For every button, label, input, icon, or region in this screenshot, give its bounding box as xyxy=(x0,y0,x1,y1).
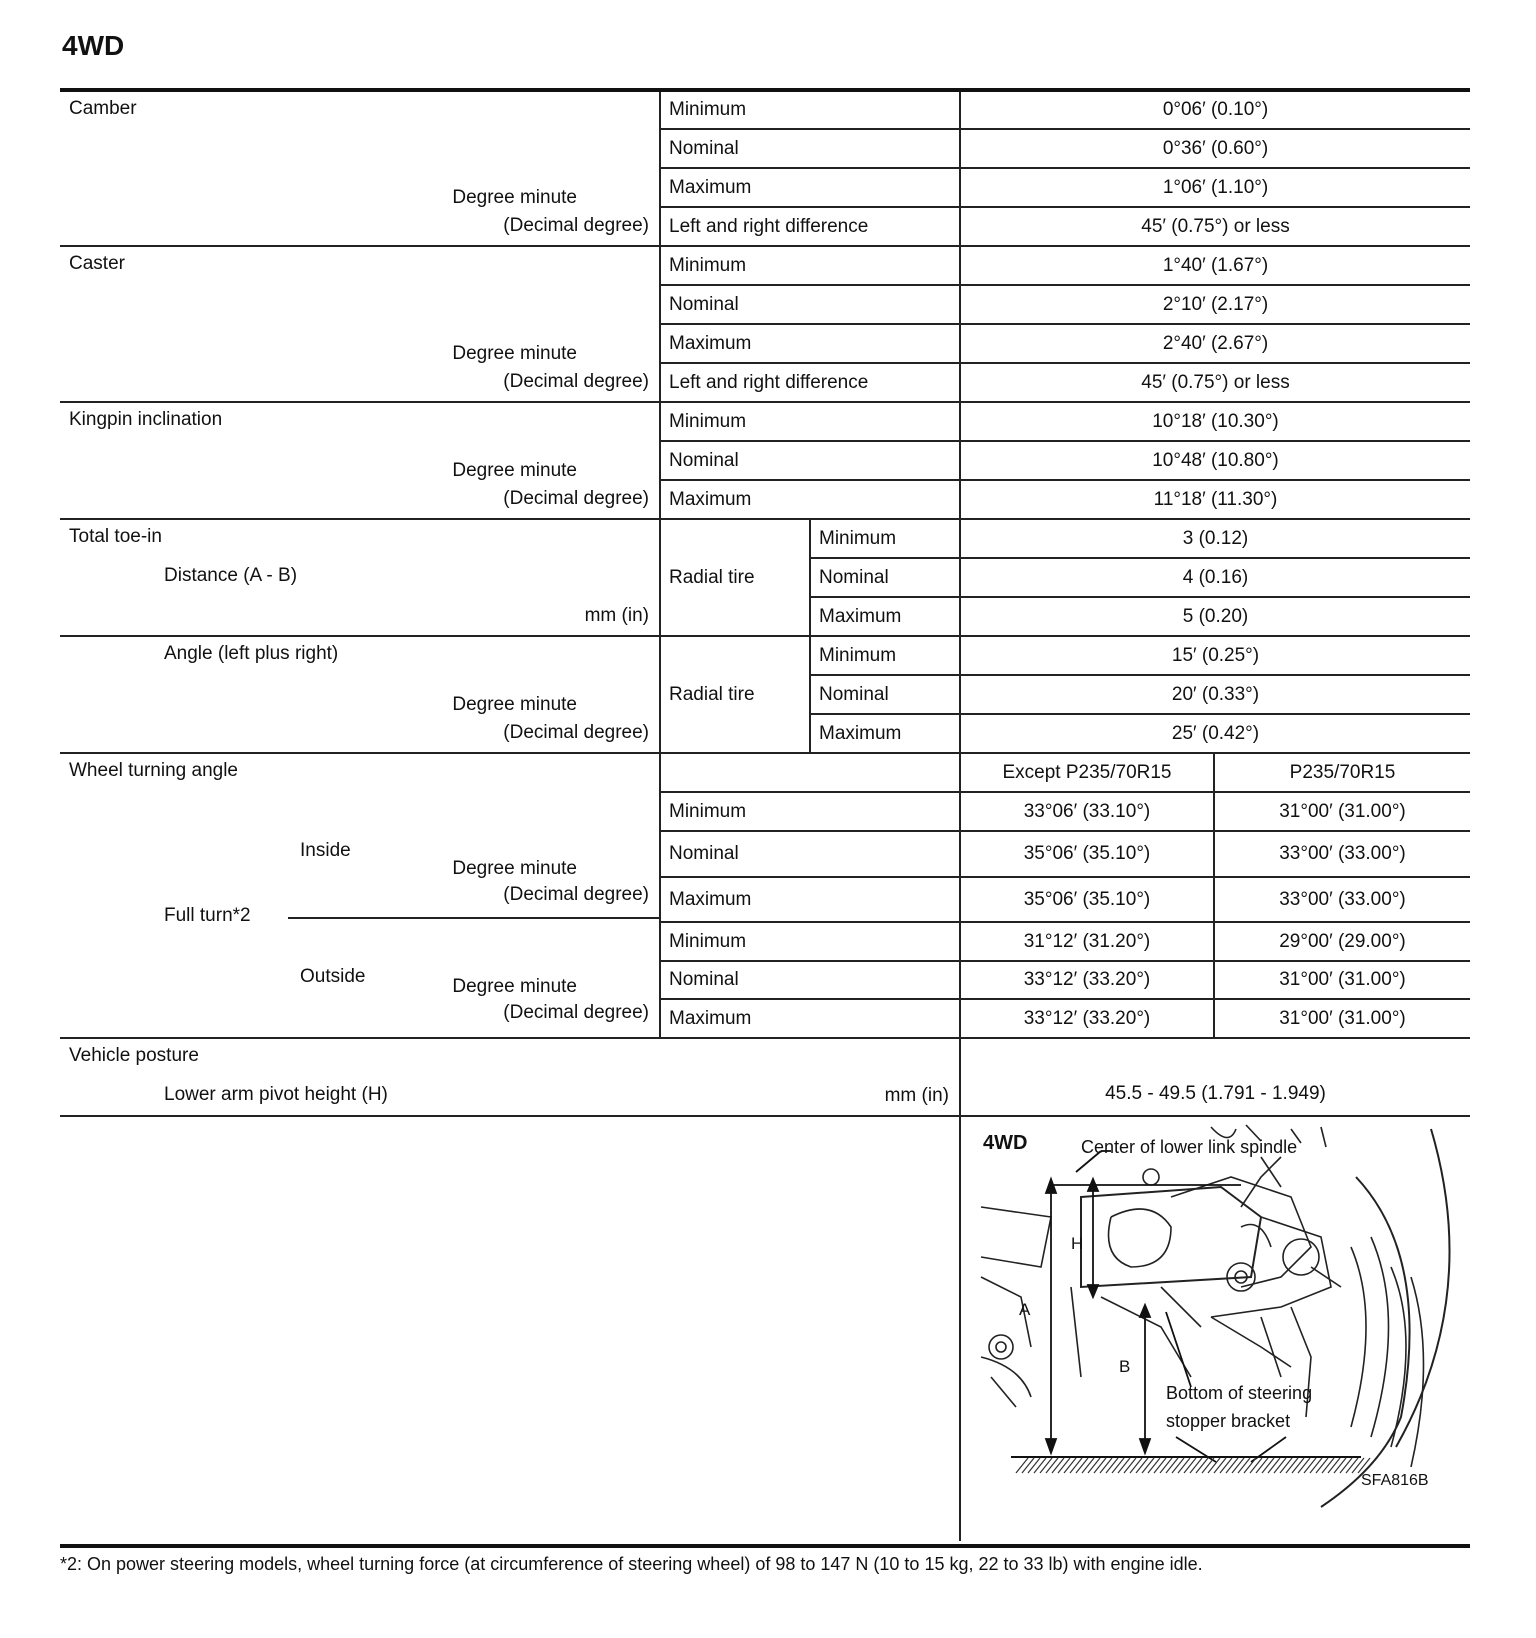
kingpin-label-cell xyxy=(60,402,660,519)
row-name: Minimum xyxy=(660,922,960,961)
row-value: 0°36′ (0.60°) xyxy=(960,129,1470,168)
hatch-line xyxy=(1304,1458,1316,1473)
hatch-line xyxy=(1328,1458,1340,1473)
row-value: 20′ (0.33°) xyxy=(960,675,1470,714)
hatch-line xyxy=(1058,1458,1070,1473)
hatch-line xyxy=(1334,1458,1346,1473)
row-name: Maximum xyxy=(660,877,960,922)
row-value: 1°40′ (1.67°) xyxy=(960,246,1470,285)
hatch-line xyxy=(1286,1458,1298,1473)
full-turn-divider xyxy=(288,917,659,919)
row-value: 33°00′ (33.00°) xyxy=(1214,831,1470,877)
full-turn-label: Full turn*2 xyxy=(164,905,251,926)
row-name: Minimum xyxy=(810,636,960,675)
camber-label-cell xyxy=(60,90,660,246)
empty-cell xyxy=(60,1116,960,1541)
hatch-line xyxy=(1154,1458,1166,1473)
row-value: 4 (0.16) xyxy=(960,558,1470,597)
table-row xyxy=(60,1038,1470,1116)
row-name: Nominal xyxy=(660,129,960,168)
unit-label: (Decimal degree) xyxy=(503,1002,649,1023)
row-name: Nominal xyxy=(660,441,960,480)
hatch-line xyxy=(1016,1458,1028,1473)
row-name: Minimum xyxy=(660,402,960,441)
hatch-line xyxy=(1034,1458,1046,1473)
toe-distance-label-cell xyxy=(60,519,660,636)
hatch-line xyxy=(1214,1458,1226,1473)
hatch-line xyxy=(1352,1458,1364,1473)
hatch-line xyxy=(1052,1458,1064,1473)
row-value: 2°10′ (2.17°) xyxy=(960,285,1470,324)
hatch-line xyxy=(1190,1458,1202,1473)
posture-label-cell xyxy=(60,1038,960,1116)
hatch-line xyxy=(1250,1458,1262,1473)
row-name: Maximum xyxy=(660,168,960,207)
hatch-line xyxy=(1268,1458,1280,1473)
hatch-line xyxy=(1172,1458,1184,1473)
footnote: *2: On power steering models, wheel turning force (at circumference of steering wheel) of 98 to 147 N (10 to 15 kg, 22 to 33 lb) with engine idle. xyxy=(60,1554,1203,1574)
row-value: 2°40′ (2.67°) xyxy=(960,324,1470,363)
unit-label: Degree minute xyxy=(452,187,577,208)
wheel-turning-label-cell xyxy=(60,753,660,1038)
b-label: B xyxy=(1119,1357,1131,1376)
bottom-rule xyxy=(60,1544,1470,1548)
hatch-line xyxy=(1340,1458,1352,1473)
hatch-line xyxy=(1244,1458,1256,1473)
unit-label: mm (in) xyxy=(884,1085,949,1106)
hatch-line xyxy=(1178,1458,1190,1473)
center-spindle-label: Center of lower link spindle xyxy=(1081,1137,1298,1157)
column-header: P235/70R15 xyxy=(1214,753,1470,792)
row-name: Minimum xyxy=(660,90,960,129)
hatch-line xyxy=(1148,1458,1160,1473)
toe-in-label: Total toe-in xyxy=(69,526,162,547)
hatch-line xyxy=(1166,1458,1178,1473)
row-name: Nominal xyxy=(660,831,960,877)
row-name: Maximum xyxy=(660,999,960,1038)
hatch-line xyxy=(1292,1458,1304,1473)
row-name: Nominal xyxy=(810,558,960,597)
hatch-line xyxy=(1118,1458,1130,1473)
hatch-line xyxy=(1124,1458,1136,1473)
hatch-line xyxy=(1100,1458,1112,1473)
alignment-spec-table xyxy=(60,88,1470,1541)
figure-code: SFA816B xyxy=(1361,1472,1429,1489)
hatch-line xyxy=(1094,1458,1106,1473)
table-row xyxy=(60,1116,1470,1541)
row-name: Left and right difference xyxy=(660,363,960,402)
row-name: Minimum xyxy=(660,792,960,831)
row-name: Minimum xyxy=(660,246,960,285)
unit-label: mm (in) xyxy=(584,605,649,626)
row-value: 3 (0.12) xyxy=(960,519,1470,558)
row-name: Maximum xyxy=(810,714,960,753)
unit-label: Degree minute xyxy=(452,343,577,364)
unit-label: (Decimal degree) xyxy=(503,215,649,236)
row-value: 33°12′ (33.20°) xyxy=(960,999,1214,1038)
row-value: 5 (0.20) xyxy=(960,597,1470,636)
suspension-diagram xyxy=(961,1117,1471,1537)
row-value: 31°00′ (31.00°) xyxy=(1214,792,1470,831)
unit-label: Degree minute xyxy=(452,858,577,879)
toe-distance-label: Distance (A - B) xyxy=(164,565,298,586)
unit-label: (Decimal degree) xyxy=(503,371,649,392)
toe-angle-label: Angle (left plus right) xyxy=(164,643,339,664)
figure-cell xyxy=(960,1116,1470,1541)
unit-label: (Decimal degree) xyxy=(503,884,649,905)
hatch-line xyxy=(1238,1458,1250,1473)
ground-hatch xyxy=(1011,1457,1370,1473)
row-value: 31°00′ (31.00°) xyxy=(1214,999,1470,1038)
hatch-line xyxy=(1064,1458,1076,1473)
row-name: Maximum xyxy=(660,480,960,519)
pivot-height-value: 45.5 - 49.5 (1.791 - 1.949) xyxy=(960,1038,1470,1116)
hatch-line xyxy=(1046,1458,1058,1473)
tire-type: Radial tire xyxy=(660,636,810,753)
row-value: 45′ (0.75°) or less xyxy=(960,363,1470,402)
toe-angle-label-cell xyxy=(60,636,660,753)
h-label: H xyxy=(1071,1234,1084,1253)
table-row xyxy=(60,636,1470,675)
table-row xyxy=(60,402,1470,441)
row-value: 45′ (0.75°) or less xyxy=(960,207,1470,246)
hatch-line xyxy=(1226,1458,1238,1473)
row-value: 31°00′ (31.00°) xyxy=(1214,961,1470,999)
wheel-turning-label: Wheel turning angle xyxy=(69,760,238,781)
hatch-line xyxy=(1088,1458,1100,1473)
unit-label: Degree minute xyxy=(452,460,577,481)
row-value: 33°06′ (33.10°) xyxy=(960,792,1214,831)
outside-label: Outside xyxy=(300,966,366,987)
row-value: 33°12′ (33.20°) xyxy=(960,961,1214,999)
hatch-line xyxy=(1316,1458,1328,1473)
hatch-line xyxy=(1262,1458,1274,1473)
hatch-line xyxy=(1106,1458,1118,1473)
unit-label: (Decimal degree) xyxy=(503,722,649,743)
hatch-line xyxy=(1184,1458,1196,1473)
bottom-bracket-label: stopper bracket xyxy=(1166,1411,1291,1431)
row-value: 11°18′ (11.30°) xyxy=(960,480,1470,519)
hatch-line xyxy=(1220,1458,1232,1473)
table-row xyxy=(60,90,1470,129)
page-title: 4WD xyxy=(62,30,125,61)
row-name: Maximum xyxy=(660,324,960,363)
caster-label: Caster xyxy=(69,253,125,274)
hatch-line xyxy=(1232,1458,1244,1473)
hatch-line xyxy=(1136,1458,1148,1473)
row-value: 0°06′ (0.10°) xyxy=(960,90,1470,129)
hatch-line xyxy=(1160,1458,1172,1473)
row-name: Left and right difference xyxy=(660,207,960,246)
hatch-line xyxy=(1202,1458,1214,1473)
unit-label: Degree minute xyxy=(452,694,577,715)
hatch-line xyxy=(1346,1458,1358,1473)
unit-label: (Decimal degree) xyxy=(503,488,649,509)
pivot-height-label: Lower arm pivot height (H) xyxy=(164,1084,388,1105)
hatch-line xyxy=(1112,1458,1124,1473)
hatch-line xyxy=(1040,1458,1052,1473)
figure-title: 4WD xyxy=(983,1132,1028,1154)
hatch-line xyxy=(1082,1458,1094,1473)
table-row xyxy=(60,753,1470,792)
kingpin-label: Kingpin inclination xyxy=(69,409,223,430)
hatch-line xyxy=(1076,1458,1088,1473)
row-value: 35°06′ (35.10°) xyxy=(960,877,1214,922)
row-name: Nominal xyxy=(660,285,960,324)
row-name: Nominal xyxy=(660,961,960,999)
hatch-line xyxy=(1196,1458,1208,1473)
row-value: 35°06′ (35.10°) xyxy=(960,831,1214,877)
row-value: 29°00′ (29.00°) xyxy=(1214,922,1470,961)
caster-label-cell xyxy=(60,246,660,402)
row-value: 25′ (0.42°) xyxy=(960,714,1470,753)
hatch-line xyxy=(1028,1458,1040,1473)
row-value: 1°06′ (1.10°) xyxy=(960,168,1470,207)
hatch-line xyxy=(1280,1458,1292,1473)
table-row xyxy=(60,519,1470,558)
row-name: Nominal xyxy=(810,675,960,714)
row-value: 15′ (0.25°) xyxy=(960,636,1470,675)
hatch-line xyxy=(1256,1458,1268,1473)
posture-label: Vehicle posture xyxy=(69,1045,199,1066)
empty-header-cell xyxy=(660,753,960,792)
row-value: 10°48′ (10.80°) xyxy=(960,441,1470,480)
hatch-line xyxy=(1130,1458,1142,1473)
hatch-line xyxy=(1142,1458,1154,1473)
row-value: 31°12′ (31.20°) xyxy=(960,922,1214,961)
hatch-line xyxy=(1310,1458,1322,1473)
inside-label: Inside xyxy=(300,840,351,861)
row-value: 10°18′ (10.30°) xyxy=(960,402,1470,441)
bottom-bracket-label: Bottom of steering xyxy=(1166,1383,1313,1403)
row-name: Maximum xyxy=(810,597,960,636)
tire-type: Radial tire xyxy=(660,519,810,636)
unit-label: Degree minute xyxy=(452,976,577,997)
hatch-line xyxy=(1274,1458,1286,1473)
hatch-line xyxy=(1322,1458,1334,1473)
hatch-line xyxy=(1070,1458,1082,1473)
hatch-line xyxy=(1022,1458,1034,1473)
hatch-line xyxy=(1298,1458,1310,1473)
table-row xyxy=(60,246,1470,285)
row-name: Minimum xyxy=(810,519,960,558)
row-value: 33°00′ (33.00°) xyxy=(1214,877,1470,922)
camber-label: Camber xyxy=(69,98,137,119)
a-label: A xyxy=(1019,1300,1031,1319)
column-header: Except P235/70R15 xyxy=(960,753,1214,792)
